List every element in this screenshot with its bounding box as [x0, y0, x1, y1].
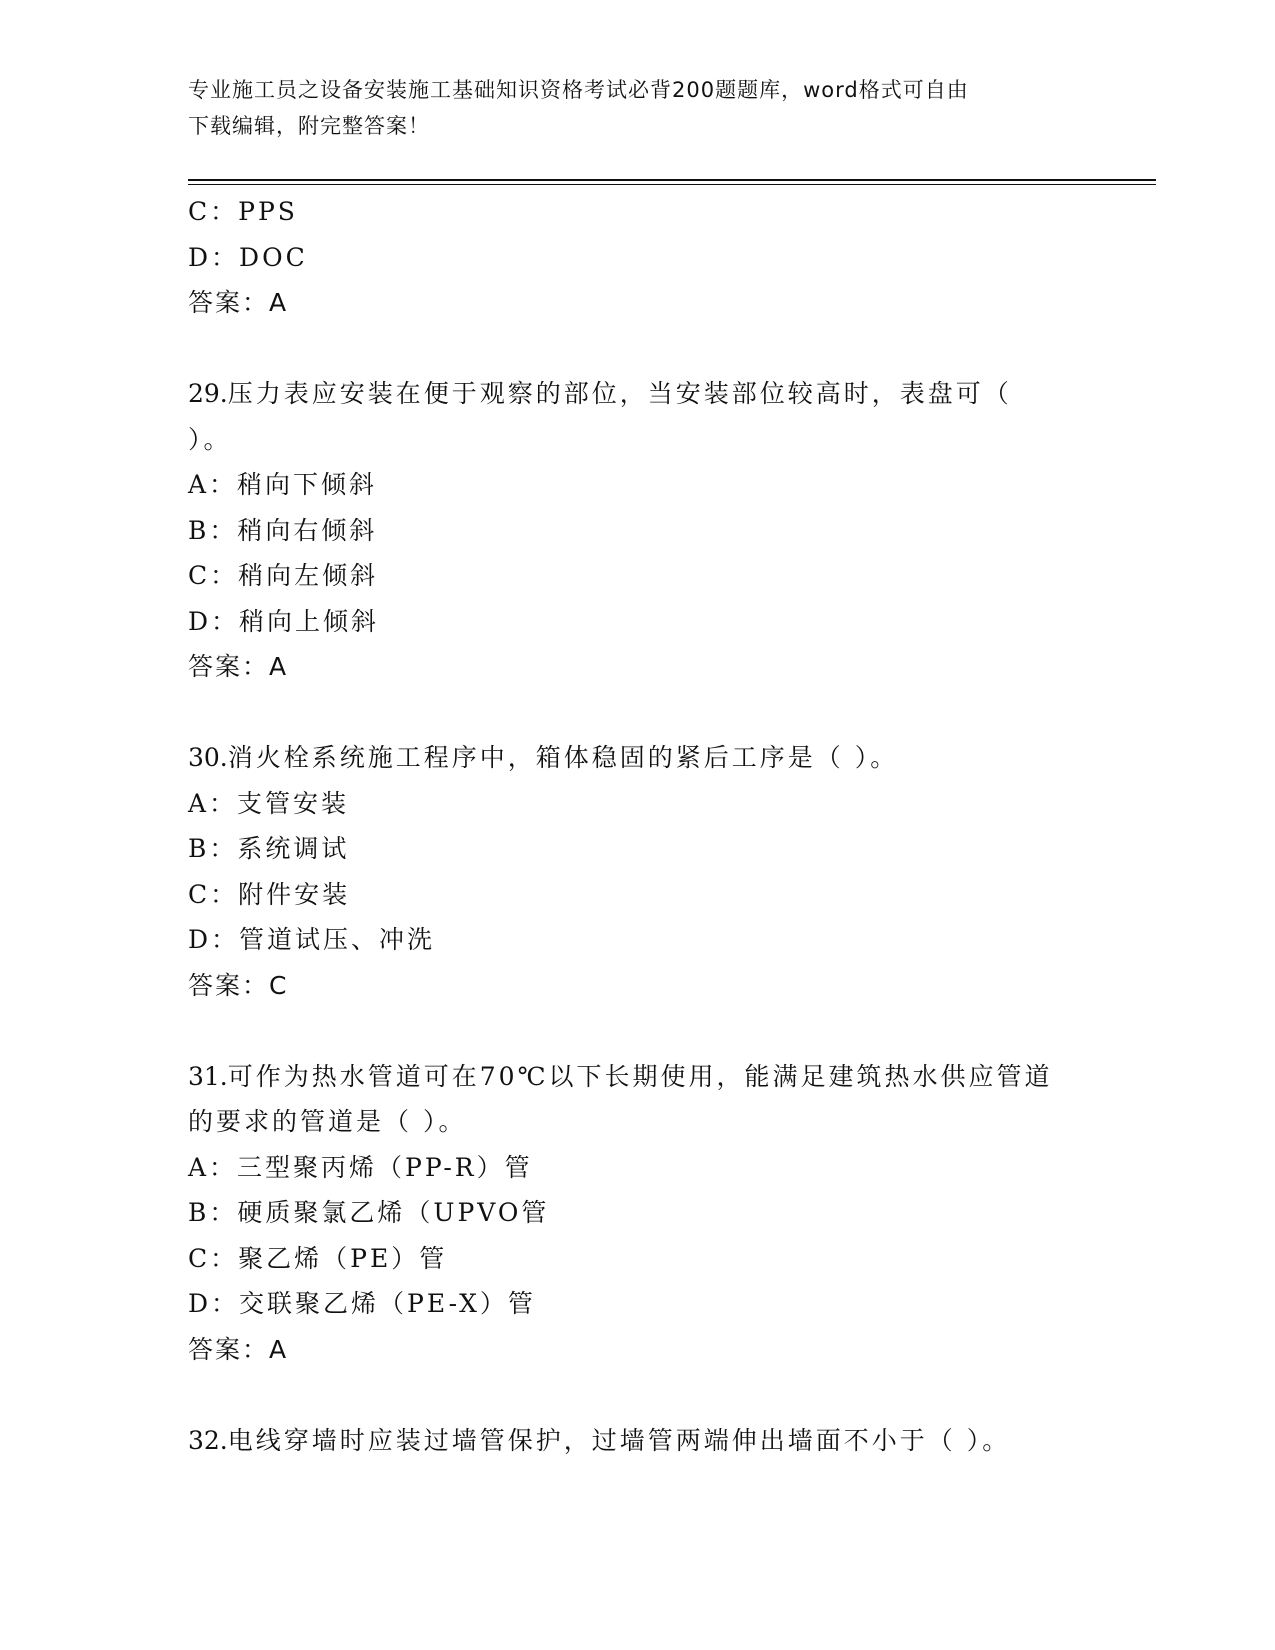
- answer-line: 答案：A: [188, 288, 289, 317]
- spacer: [188, 326, 1088, 372]
- question-text-line-1: 可作为热水管道可在70℃以下长期使用，能满足建筑热水供应管道: [227, 1061, 1053, 1091]
- option-c: C：聚乙烯（PE）管: [188, 1243, 448, 1273]
- question-text-line-2: ）。: [188, 424, 232, 454]
- option-d: D：DOC: [188, 242, 308, 272]
- option-d: D：交联聚乙烯（PE-X）管: [188, 1289, 536, 1318]
- question-number: 32.: [188, 1425, 228, 1455]
- option-d: D：稍向上倾斜: [188, 606, 380, 636]
- question-text-line-2: 的要求的管道是（ ）。: [188, 1107, 467, 1136]
- answer-line: 答案：C: [188, 970, 289, 1000]
- header-title-line-2: 下载编辑，附完整答案！: [188, 114, 430, 138]
- option-c: C：稍向左倾斜: [188, 561, 379, 590]
- question-31: [188, 1054, 1088, 1373]
- header-divider-thick: [188, 179, 1156, 181]
- question-text: [188, 1418, 1088, 1464]
- question-32: [188, 1418, 1088, 1464]
- option-a: A：三型聚丙烯（PP-R）管: [188, 1152, 533, 1182]
- question-number: 29.: [188, 379, 228, 408]
- question-28-fragment: [188, 189, 1088, 326]
- option-d: D：管道试压、冲洗: [188, 925, 436, 954]
- spacer: [188, 690, 1088, 736]
- answer-line: 答案：A: [188, 1334, 289, 1364]
- question-text-line-1: 消火栓系统施工程序中，箱体稳固的紧后工序是（ ）。: [227, 743, 899, 772]
- question-30: [188, 735, 1088, 1008]
- question-29: [188, 371, 1088, 690]
- answer-line: 答案：A: [188, 652, 289, 681]
- question-number: 30.: [188, 743, 228, 772]
- option-b: B：系统调试: [188, 834, 350, 863]
- option-b: B：稍向右倾斜: [188, 515, 378, 545]
- question-text-line-1: 压力表应安装在便于观察的部位，当安装部位较高时，表盘可（: [227, 379, 1012, 408]
- question-list: [188, 189, 1088, 1463]
- header-divider-thin: [188, 184, 1156, 185]
- option-a: A：支管安装: [188, 788, 350, 818]
- question-text: [188, 735, 1088, 781]
- question-text-line-1: 电线穿墙时应装过墙管保护，过墙管两端伸出墙面不小于（ ）。: [227, 1425, 1011, 1455]
- spacer: [188, 1372, 1088, 1418]
- option-c: C：PPS: [188, 197, 298, 226]
- option-a: A：稍向下倾斜: [188, 470, 378, 499]
- option-b: B：硬质聚氯乙烯（UPVO管: [188, 1198, 550, 1227]
- spacer: [188, 1008, 1088, 1054]
- header-title-line-1: 专业施工员之设备安装施工基础知识资格考试必背200题题库，word格式可自由: [188, 78, 969, 102]
- question-number: 31.: [188, 1061, 228, 1091]
- question-text: [188, 371, 1088, 417]
- option-c: C：附件安装: [188, 879, 351, 909]
- document-header: [188, 72, 1068, 144]
- question-text: [188, 1054, 1088, 1100]
